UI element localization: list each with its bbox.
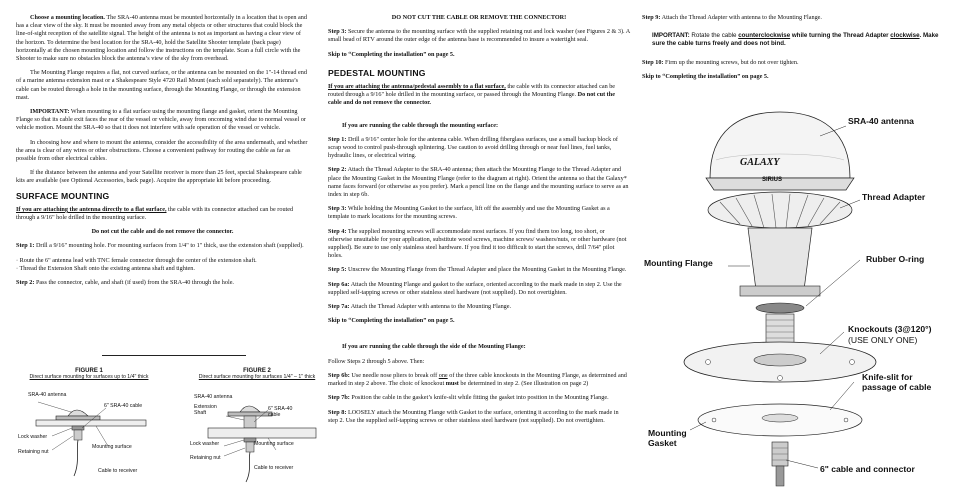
pedestal-step-9: Step 9: Attach the Thread Adapter with antenna to the Mounting Flange.: [642, 14, 822, 21]
label-sra40-antenna: SRA-40 antenna: [848, 116, 914, 126]
bullet-route: · Route the 6" antenna lead with TNC female connector through the center of the extension shaft.: [16, 256, 257, 264]
column-2: [328, 14, 630, 431]
label-cable-connector: 6" cable and connector: [820, 464, 915, 474]
antenna-dome: [710, 112, 850, 178]
pedestal-step-5: Step 5: Unscrew the Mounting Flange from the Thread Adapter and place the Mounting Gasket in the Mounting Flange.: [328, 266, 627, 274]
paragraph-pedestal: If you are attaching the antenna/pedestal assembly to a flat surface, the cable with its connector attached can be routed through a 9/16" hole drilled in the mounting surface, or passed through the Mounting Flange. Do not cut the cable and do not remove the connector.: [328, 83, 616, 107]
top-warning: DO NOT CUT THE CABLE OR REMOVE THE CONNECTOR!: [391, 14, 567, 21]
follow-steps: Follow Steps 2 through 5 above. Then:: [328, 357, 425, 365]
figure-2-subtitle: Direct surface mounting for surfaces 1/4" – 1" thick: [198, 374, 316, 381]
dome-brand-sirius: SIRIUS: [762, 177, 783, 183]
fig1-receiver-label: Cable to receiver: [98, 468, 138, 474]
label-knockouts: Knockouts (3@120°): [848, 324, 932, 334]
label-mounting-flange: Mounting Flange: [644, 258, 713, 268]
fig1-sra-label: SRA-40 antenna: [28, 392, 67, 398]
label-knockouts-note: (USE ONLY ONE): [848, 335, 918, 345]
fig2-extension-label-2: Shaft: [194, 410, 207, 416]
fig2-lockwasher-label: Lock washer: [190, 441, 220, 447]
important-rotate: IMPORTANT: Rotate the cable counterclockwise while turning the Thread Adapter clockwise. Make sure the cable turns freely and does not bind.: [652, 32, 939, 48]
paragraph-distance: If the distance between the antenna and your Satellite receiver is more than 25 feet, special Shakespeare cable kits are available (see Optional Accessories, back page). Acquire the appropriate kit before proceeding.: [16, 169, 302, 185]
label-knife-slit-1: Knife-slit for: [862, 372, 913, 382]
warning-cable: Do not cut the cable and do not remove the connector.: [91, 228, 234, 236]
subheading-through-surface: If you are running the cable through the mounting surface:: [342, 121, 499, 129]
pedestal-step-8: Step 8: LOOSELY attach the Mounting Flange with Gasket to the surface, orienting it according to the mark made in step 2. Use the supplied self-tapping screws or other stainless steel hardware (not supplied). Do not overtighten.: [328, 408, 619, 424]
heading-pedestal-mounting: PEDESTAL MOUNTING: [328, 67, 426, 78]
step-1-bullets: [16, 257, 309, 273]
pedestal-step-7b: Step 7b: Position the cable in the gasket’s knife-slit while fitting the gasket into position in the Mounting Flange.: [328, 394, 609, 402]
label-thread-adapter: Thread Adapter: [862, 192, 926, 202]
paragraph-flange: The Mounting Flange requires a flat, not curved surface, or the antenna can be mounted on the 1"-14 thread end of a marine antenna extension mast or a Shakespeare Style 4720 Rail Mount (each sold separately). The antenna’s cable can be routed through a hole in the mounting surface, through the Mounting Flange, or through the extension mast.: [16, 69, 307, 101]
figure-2-title: FIGURE 2: [243, 368, 271, 374]
fig2-surface-label: Mounting surface: [254, 441, 294, 447]
surface-step-3: Step 3: Secure the antenna to the mounting surface with the supplied retaining nut and lock washer (see Figures 2 & 3). A small bead of RTV around the outer edge of the antenna base is recommended to insure a watertight seal.: [328, 28, 630, 44]
skip-note-3: Skip to “Completing the installation” on page 5.: [642, 72, 769, 80]
paragraph-mounting-location: Choose a mounting location. The SRA-40 antenna must be mounted horizontally in a location that is open and has a clear view of the sky. It must be mounted away from any metal objects or other structures that could block the line-of-sight reception of the satellite signal. The height of the antenna is not as important as having a clear view of the horizon. To determine the best location for the SRA-40, hold the Satellite Shooter template (back page) horizontally at the chosen mounting location and follow the instructions on the template. Scan a full circle with the Shooter to make sure no obstacles block the antenna’s view of the sky from overhead.: [16, 14, 307, 63]
label-rubber-oring: Rubber O-ring: [866, 254, 925, 264]
figure-1-title: FIGURE 1: [75, 368, 103, 374]
step-2: Step 2: Pass the connector, cable, and shaft (if used) from the SRA-40 through the hole.: [16, 279, 234, 287]
label-mounting-gasket-2: Gasket: [648, 438, 677, 448]
bullet-thread: · Thread the Extension Shaft onto the existing antenna shaft and tighten.: [16, 264, 195, 272]
label-knife-slit-2: passage of cable: [862, 382, 932, 392]
pedestal-step-4: Step 4: The supplied mounting screws will accommodate most surfaces. If you find them too long, too short, or otherwise unsuitable for your application, substitute wood screws, machine screws/ washers/nuts, or other hardware (not supplied). Be sure to use only stainless steel hardware. If you find it too difficult to start the screws, drill 7/64" pilot holes.: [328, 227, 627, 260]
pedestal-step-2: Step 2: Attach the Thread Adapter to the SRA-40 antenna; then attach the Mounting Flange to the Thread Adapter and place the Mounting Gasket in the Mounting Flange (refer to the diagram at right). Orient the antenna so that the Galaxy* name faces forward (or otherwise as you prefer). Mark a pencil line on the flange and the mounting surface to serve as an index in step 6b.: [328, 166, 629, 199]
heading-surface-mounting: SURFACE MOUNTING: [16, 190, 110, 201]
fig2-sra-label: SRA-40 antenna: [194, 394, 233, 400]
fig1-retaining-label: Retaining nut: [18, 449, 49, 455]
fig1-cable-label: 6" SRA-40 cable: [104, 403, 143, 409]
fig1-lockwasher-label: Lock washer: [18, 434, 48, 440]
fig1-surface-label: Mounting surface: [92, 444, 132, 450]
dome-brand-galaxy: GALAXY: [740, 157, 780, 168]
fig2-extension-label-1: Extension: [194, 404, 217, 410]
divider-line: [102, 355, 246, 356]
pedestal-step-6a: Step 6a: Attach the Mounting Flange and gasket to the surface, oriented according to the mark made in step 2. Use the supplied self-tapping screws or other stainless steel hardware (not supplied). Do not overtighten.: [328, 280, 622, 296]
fig2-retaining-label: Retaining nut: [190, 455, 221, 461]
fig2-cable-label-1: 6" SRA-40: [268, 406, 293, 412]
label-mounting-gasket-1: Mounting: [648, 428, 687, 438]
pedestal-step-10: Step 10: Firm up the mounting screws, but do not over tighten.: [642, 58, 799, 66]
figure-1-subtitle: Direct surface mounting for surfaces up to 1/4" thick: [29, 374, 149, 381]
pedestal-step-6b: Step 6b: Use needle nose pliers to break off one of the three cable knockouts in the Mounting Flange, as determined and marked in step 2 above. The choic of knockout must be determined in step 2. (See illustration on page 2): [328, 371, 627, 388]
column-1: [16, 14, 309, 293]
pedestal-step-7a: Step 7a: Attach the Thread Adapter with antenna to the Mounting Flange.: [328, 303, 512, 311]
pedestal-step-3: Step 3: While holding the Mounting Gasket to the surface, lift off the assembly and use the Mounting Gasket as a template to mark locations for the mounting screws.: [328, 205, 610, 221]
fig2-cable-label-2: cable: [268, 412, 281, 418]
exploded-assembly-diagram: [640, 100, 954, 495]
subheading-through-flange: If you are running the cable through the side of the Mounting Flange:: [342, 343, 526, 351]
step-1: Step 1: Drill a 9/16" mounting hole. For mounting surfaces from 1/4" to 1" thick, use the extension shaft (supplied).: [16, 242, 304, 250]
pedestal-step-1: Step 1: Drill a 9/16" center hole for the antenna cable. When drilling fiberglass surfaces, use a small backup block of scrap wood to control push-through splintering. Use caution to avoid drilling through or near fuel lines, fuel tanks, hydraulic lines, or electrical wiring.: [328, 135, 618, 160]
paragraph-flat-surface: If you are attaching the antenna directly to a flat surface, the cable with its connector attached can be routed through a 9/16" hole drilled in the mounting surface.: [16, 205, 294, 222]
skip-note-2: Skip to “Completing the installation” on page 5.: [328, 317, 455, 325]
paragraph-accessibility: In choosing how and where to mount the antenna, consider the accessibility of the area underneath, and whether the area is clear of any wires or other obstructions. Choose a convenient pathway for routing the cable as far as possible from other electrical cables.: [16, 138, 308, 163]
skip-note-1: Skip to “Completing the installation” on page 5.: [328, 50, 455, 58]
fig2-receiver-label: Cable to receiver: [254, 465, 294, 471]
column-3: [642, 14, 942, 87]
paragraph-important: IMPORTANT: When mounting to a flat surface using the mounting flange and gasket, orient the Mounting Flange so that its cable exit faces the rear of the vessel or vehicle, away from oncoming wind due to normal vessel or vehicle motion. Mount the SRA-40 so that it does not interfere with safe operation of the vessel or vehicle.: [16, 108, 306, 132]
